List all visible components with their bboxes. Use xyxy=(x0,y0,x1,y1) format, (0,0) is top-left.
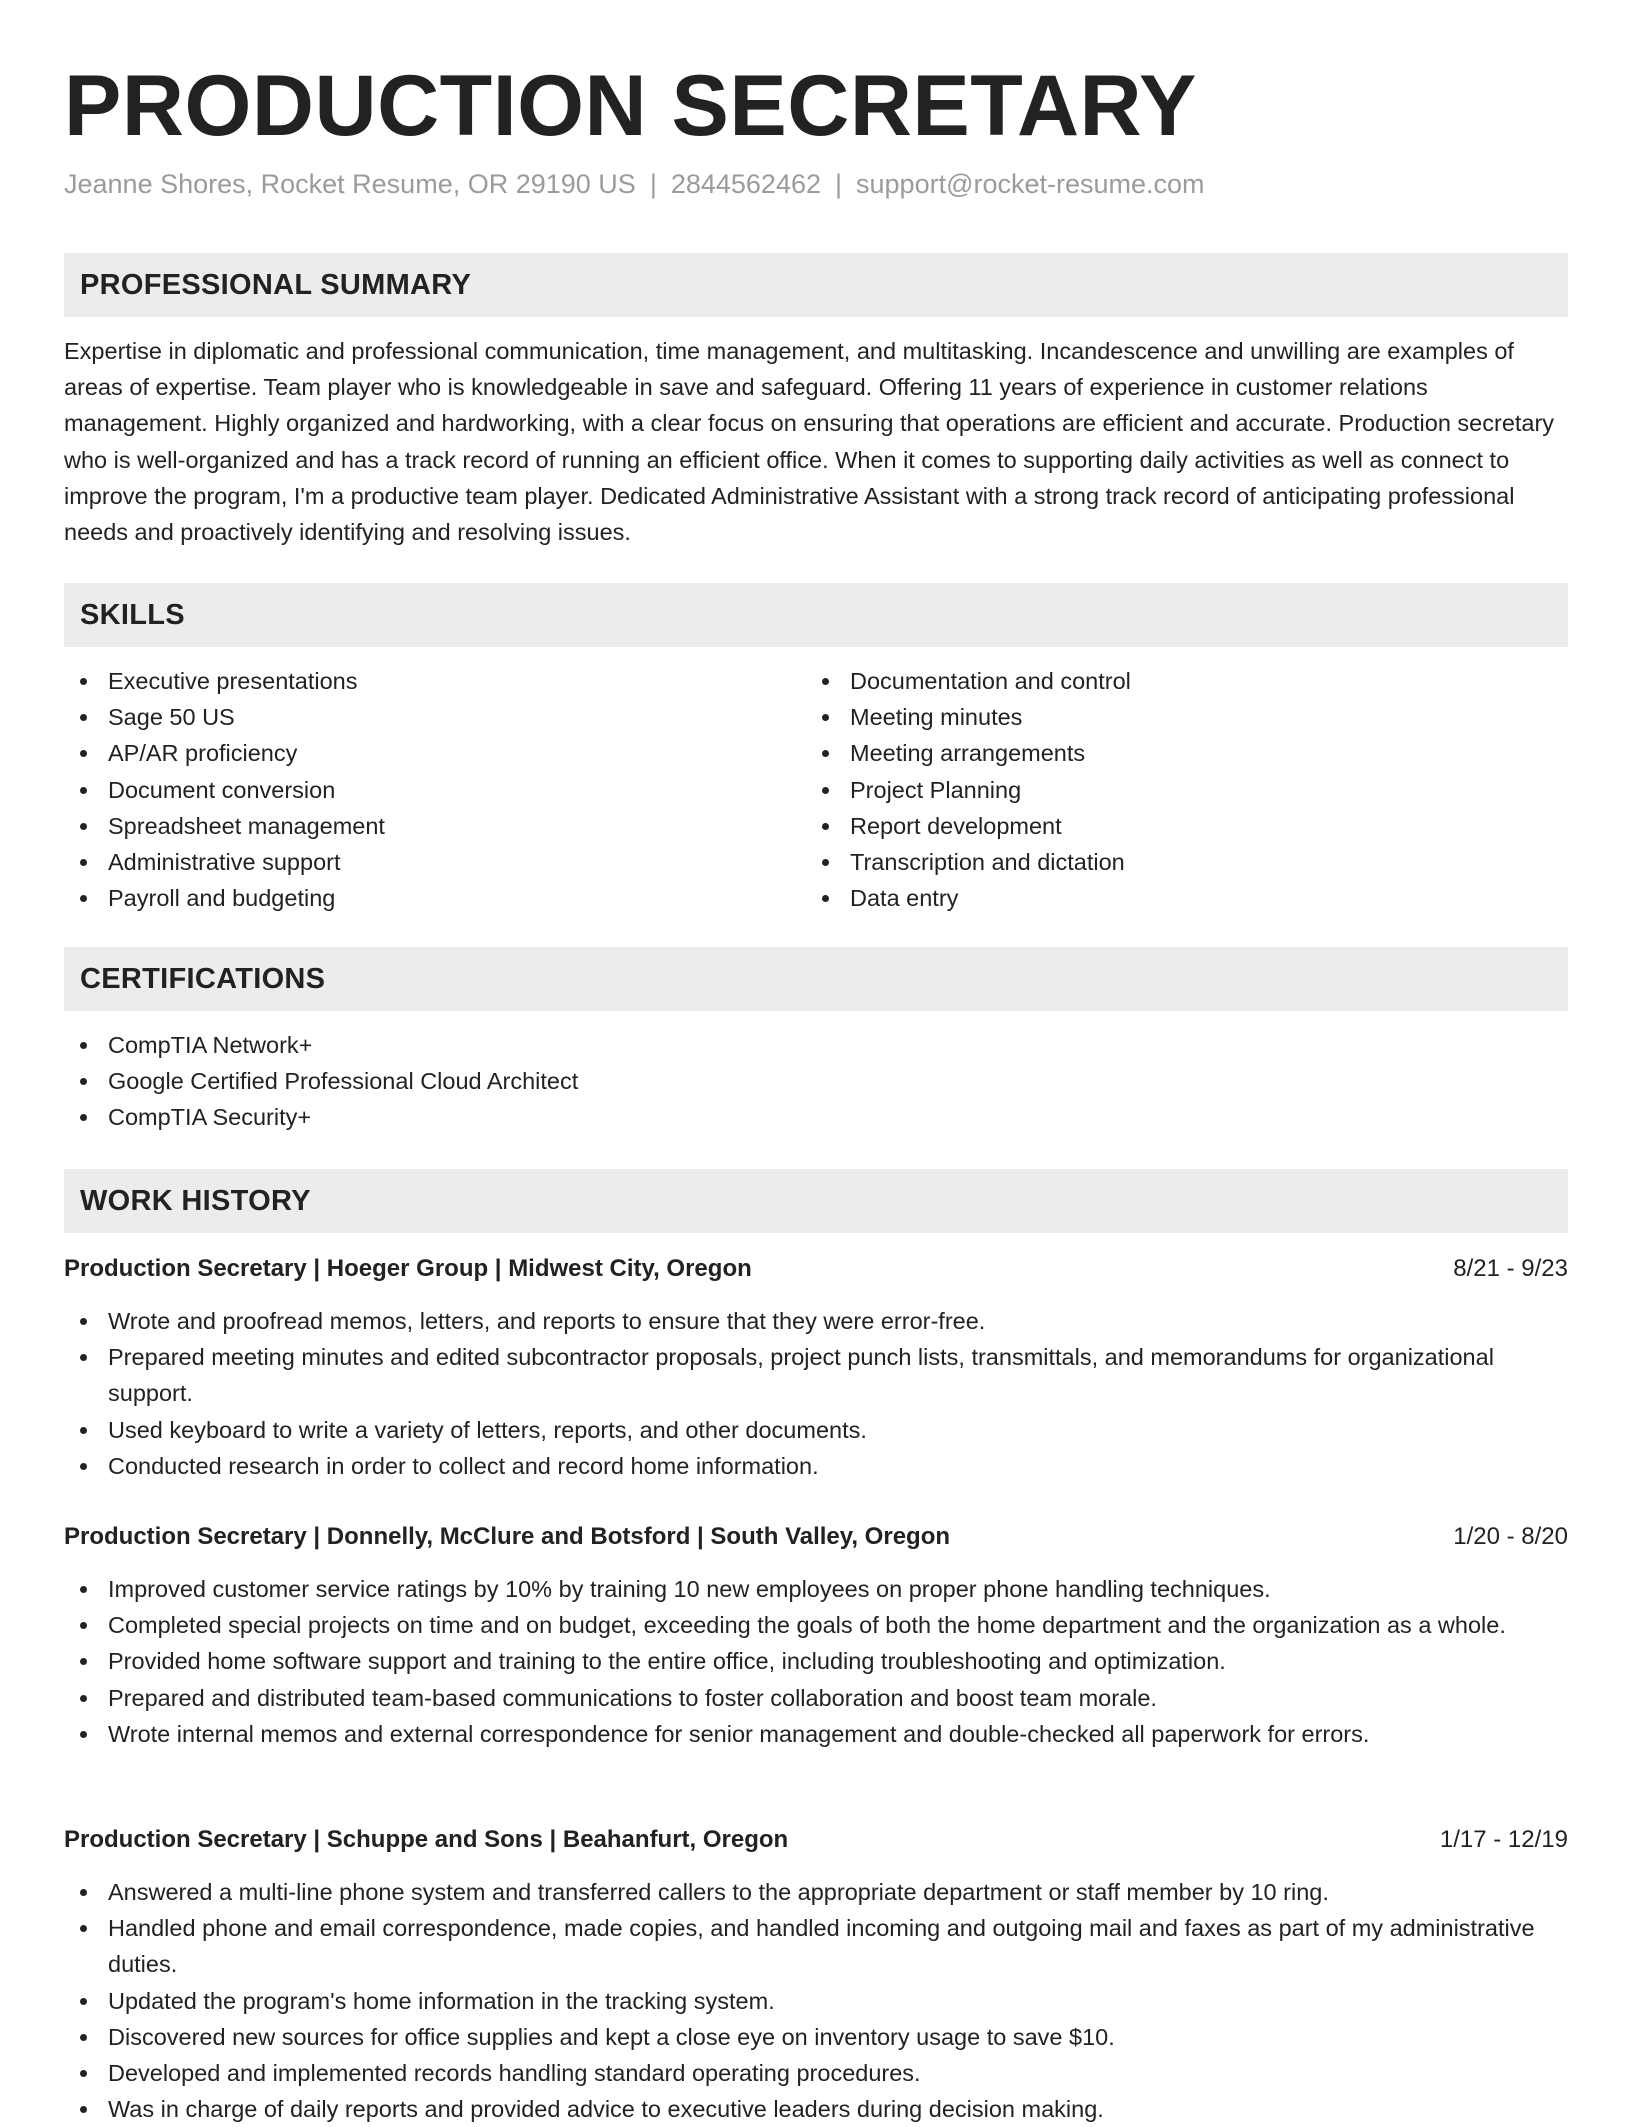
contact-phone: 2844562462 xyxy=(670,169,821,199)
job-bullets xyxy=(64,1571,1568,1752)
resume-title: PRODUCTION SECRETARY xyxy=(64,58,1197,154)
job-title: Production Secretary | Schuppe and Sons | Beahanfurt, Oregon xyxy=(64,1826,789,1853)
work-history-section-header xyxy=(64,1169,1568,1233)
skill-item: Transcription and dictation xyxy=(806,844,1546,880)
skills-column-right xyxy=(806,663,1546,916)
contact-separator: | xyxy=(649,169,657,199)
job-bullet: Prepared and distributed team-based communications to foster collaboration and boost team morale. xyxy=(64,1680,1568,1716)
skill-item: Meeting arrangements xyxy=(806,735,1546,771)
job-bullet: Completed special projects on time and on budget, exceeding the goals of both the home department and the organization as a whole. xyxy=(64,1607,1568,1643)
job-bullets xyxy=(64,1874,1568,2127)
skill-item: Project Planning xyxy=(806,772,1546,808)
contact-separator: | xyxy=(835,169,843,199)
skills-section-header xyxy=(64,583,1568,647)
work-history-heading: WORK HISTORY xyxy=(80,1185,311,1217)
job-entry xyxy=(64,1822,1568,2127)
skill-item: Data entry xyxy=(806,880,1546,916)
job-title: Production Secretary | Donnelly, McClure and Botsford | South Valley, Oregon xyxy=(64,1523,951,1550)
skill-item: Report development xyxy=(806,808,1546,844)
skills-list-right xyxy=(806,663,1546,916)
certification-item: CompTIA Network+ xyxy=(64,1027,1568,1063)
certifications-section-header xyxy=(64,947,1568,1011)
job-bullet: Provided home software support and training to the entire office, including troubleshooting and optimization. xyxy=(64,1643,1568,1679)
certifications-list xyxy=(64,1027,1568,1136)
skill-item: Meeting minutes xyxy=(806,699,1546,735)
job-title: Production Secretary | Hoeger Group | Midwest City, Oregon xyxy=(64,1255,752,1282)
contact-line xyxy=(64,164,1205,204)
job-bullet: Prepared meeting minutes and edited subcontractor proposals, project punch lists, transmittals, and memorandums for organizational support. xyxy=(64,1339,1568,1411)
job-dates: 8/21 - 9/23 xyxy=(1453,1255,1568,1282)
job-dates: 1/20 - 8/20 xyxy=(1453,1523,1568,1550)
job-bullet: Improved customer service ratings by 10% by training 10 new employees on proper phone handling techniques. xyxy=(64,1571,1568,1607)
certifications-heading: CERTIFICATIONS xyxy=(80,963,326,995)
skill-item: AP/AR proficiency xyxy=(64,735,804,771)
job-bullet: Conducted research in order to collect and record home information. xyxy=(64,1448,1568,1484)
job-bullet: Updated the program's home information in the tracking system. xyxy=(64,1983,1568,2019)
job-entry xyxy=(64,1519,1568,1752)
contact-email[interactable]: support@rocket-resume.com xyxy=(856,169,1205,199)
job-bullet: Wrote internal memos and external correspondence for senior management and double-checked all paperwork for errors. xyxy=(64,1716,1568,1752)
summary-text: Expertise in diplomatic and professional communication, time management, and multitasking. Incandescence and unwilling are examples of areas of expertise. Team player who is knowledgeable in save and safeguard. Offering 11 years of experience in customer relations management. Highly organized and hardworking, with a clear focus on ensuring that operations are efficient and accurate. Production secretary who is well-organized and has a track record of running an efficient office. When it comes to supporting daily activities as well as connect to improve the program, I'm a productive team player. Dedicated Administrative Assistant with a strong track record of anticipating professional needs and proactively identifying and resolving issues. xyxy=(64,338,1555,546)
job-bullets xyxy=(64,1303,1568,1484)
skill-item: Spreadsheet management xyxy=(64,808,804,844)
job-bullet: Used keyboard to write a variety of letters, reports, and other documents. xyxy=(64,1412,1568,1448)
skill-item: Documentation and control xyxy=(806,663,1546,699)
job-header xyxy=(64,1519,1568,1555)
summary-heading: PROFESSIONAL SUMMARY xyxy=(80,269,472,301)
job-dates: 1/17 - 12/19 xyxy=(1439,1826,1568,1853)
job-bullet: Handled phone and email correspondence, made copies, and handled incoming and outgoing mail and faxes as part of my administrative duties. xyxy=(64,1910,1568,1982)
skill-item: Document conversion xyxy=(64,772,804,808)
skills-heading: SKILLS xyxy=(80,599,185,631)
job-bullet: Wrote and proofread memos, letters, and reports to ensure that they were error-free. xyxy=(64,1303,1568,1339)
skills-list-left xyxy=(64,663,804,916)
job-bullet: Developed and implemented records handling standard operating procedures. xyxy=(64,2055,1568,2091)
job-entry xyxy=(64,1251,1568,1484)
skill-item: Executive presentations xyxy=(64,663,804,699)
job-header xyxy=(64,1822,1568,1858)
job-header xyxy=(64,1251,1568,1287)
certification-item: CompTIA Security+ xyxy=(64,1099,1568,1135)
skill-item: Payroll and budgeting xyxy=(64,880,804,916)
contact-address: Jeanne Shores, Rocket Resume, OR 29190 US xyxy=(64,169,636,199)
job-bullet: Discovered new sources for office supplies and kept a close eye on inventory usage to save $10. xyxy=(64,2019,1568,2055)
certification-item: Google Certified Professional Cloud Architect xyxy=(64,1063,1568,1099)
skill-item: Administrative support xyxy=(64,844,804,880)
skills-column-left xyxy=(64,663,804,916)
job-bullet: Answered a multi-line phone system and transferred callers to the appropriate department or staff member by 10 ring. xyxy=(64,1874,1568,1910)
skill-item: Sage 50 US xyxy=(64,699,804,735)
job-bullet: Was in charge of daily reports and provided advice to executive leaders during decision making. xyxy=(64,2091,1568,2127)
summary-section-header xyxy=(64,253,1568,317)
